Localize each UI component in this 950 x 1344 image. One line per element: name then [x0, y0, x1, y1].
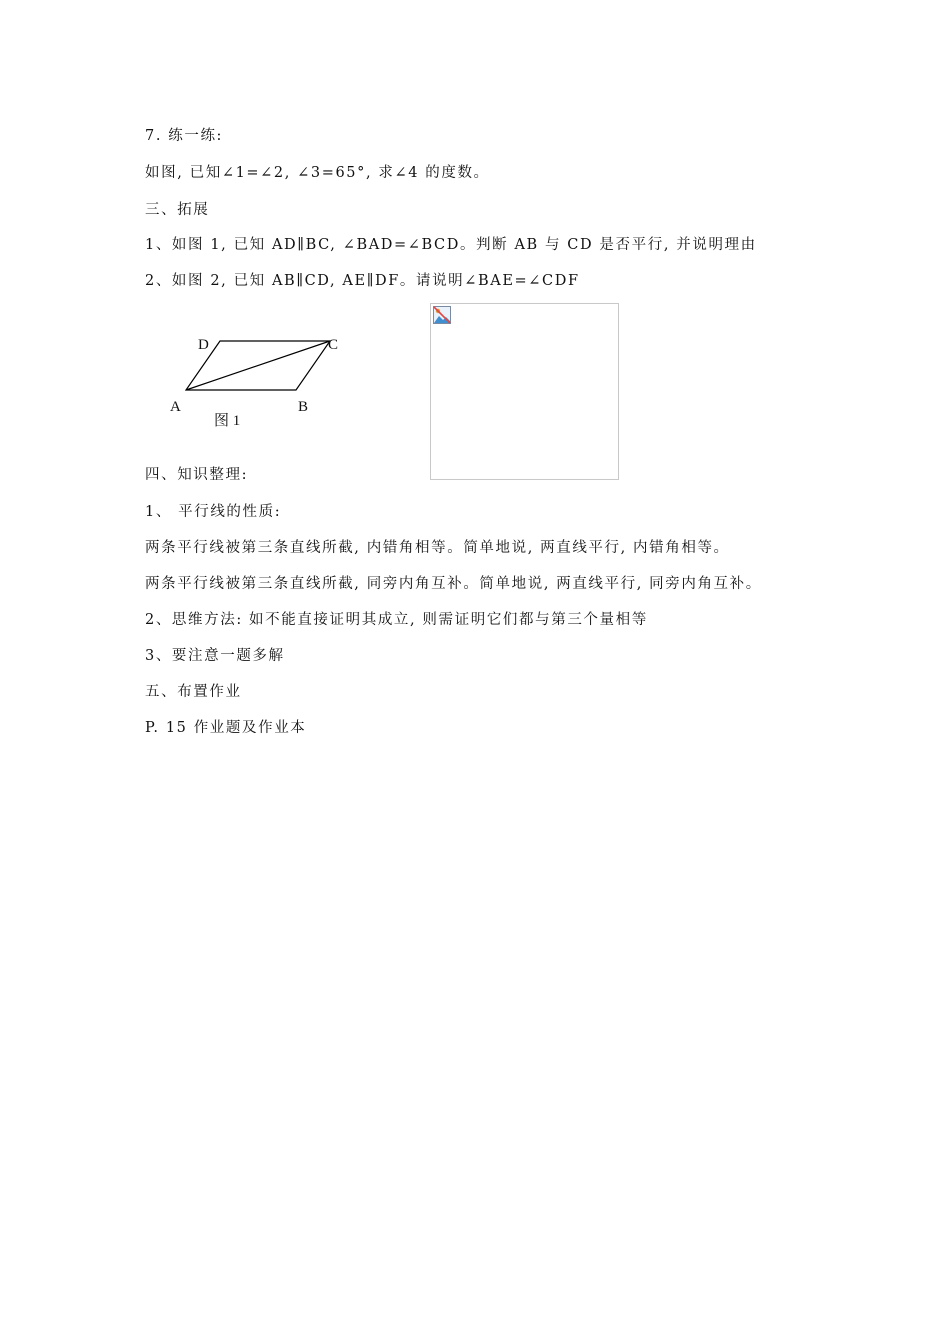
- broken-image-icon: [433, 306, 451, 324]
- summary-item-3: 3、要注意一题多解: [145, 648, 285, 664]
- exercise-7-question: 如图, 已知∠1=∠2, ∠3=65°, 求∠4 的度数。: [145, 165, 490, 181]
- figure-2-image: [430, 303, 619, 480]
- extension-question-2: 2、如图 2, 已知 AB∥CD, AE∥DF。请说明∠BAE=∠CDF: [145, 273, 580, 289]
- section-3-heading: 三、拓展: [145, 202, 210, 218]
- property-alternate-angles: 两条平行线被第三条直线所截, 内错角相等。简单地说, 两直线平行, 内错角相等。: [145, 540, 730, 556]
- section-5-heading: 五、布置作业: [145, 684, 242, 700]
- summary-item-1: 1、 平行线的性质:: [145, 504, 282, 520]
- section-4-heading: 四、知识整理:: [145, 467, 249, 483]
- figure-1: [160, 328, 360, 438]
- label-point-a: A: [170, 399, 181, 415]
- extension-question-1: 1、如图 1, 已知 AD∥BC, ∠BAD=∠BCD。判断 AB 与 CD 是否平行, 并说明理由: [145, 237, 757, 253]
- figure-1-caption: 图 1: [214, 413, 241, 429]
- label-point-b: B: [298, 399, 309, 415]
- homework-assignment: P. 15 作业题及作业本: [145, 720, 307, 736]
- property-same-side-angles: 两条平行线被第三条直线所截, 同旁内角互补。简单地说, 两直线平行, 同旁内角互补。: [145, 576, 762, 592]
- label-point-c: C: [328, 337, 339, 353]
- label-point-d: D: [198, 337, 209, 353]
- summary-item-2: 2、思维方法: 如不能直接证明其成立, 则需证明它们都与第三个量相等: [145, 612, 648, 628]
- exercise-7-heading: 7. 练一练:: [145, 128, 224, 144]
